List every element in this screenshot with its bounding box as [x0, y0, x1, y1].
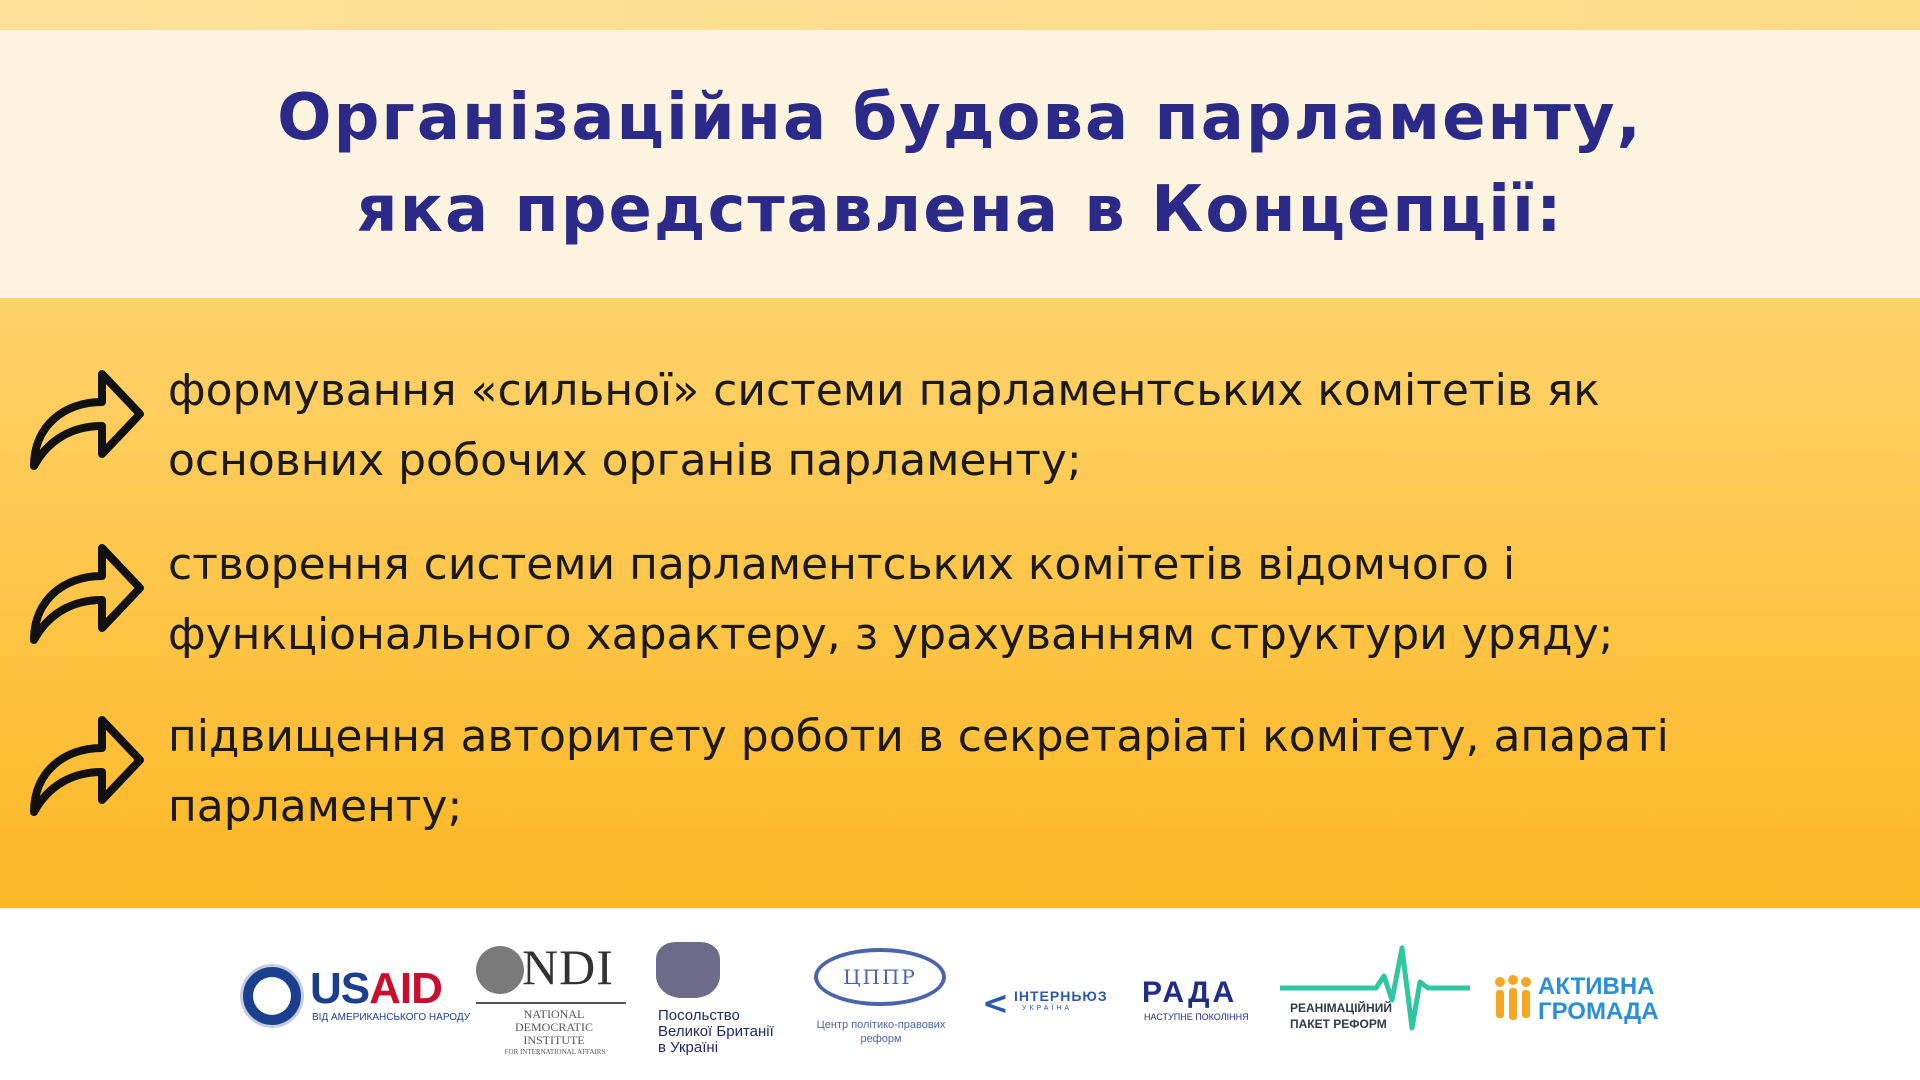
ndi-name-line: INSTITUTE	[523, 1033, 585, 1047]
content-band	[0, 298, 1920, 908]
title-line-1: Організаційна будова парламенту,	[277, 81, 1643, 155]
list-item-line: функціонального характеру, з урахуванням структури уряду;	[168, 609, 1614, 660]
list-item	[0, 472, 1920, 660]
list-item-line: підвищення авторитету роботи в секретаріаті комітету, апараті	[168, 711, 1669, 762]
usaid-us: US	[310, 964, 370, 1013]
list-item-text	[168, 702, 1888, 842]
active-community-logo	[1538, 974, 1659, 1024]
cppr-logo: ЦППР	[814, 948, 946, 1006]
list-item-line: парламенту;	[168, 781, 463, 832]
ndi-divider	[476, 1002, 626, 1004]
cppr-name-line: Центр політико-правових	[816, 1019, 946, 1031]
list-item	[0, 644, 1920, 832]
cppr-name	[806, 1018, 956, 1046]
uk-embassy-line: Посольство	[658, 1007, 740, 1024]
uk-embassy-line: Великої Британії	[658, 1023, 774, 1040]
title-band	[0, 30, 1920, 298]
ag-line: АКТИВНА	[1538, 973, 1655, 1000]
title-line-2: яка представлена в Концепції:	[356, 173, 1564, 247]
partner-logos-footer	[0, 908, 1920, 1080]
uk-embassy-logo	[658, 1008, 774, 1056]
curved-arrow-icon	[26, 708, 146, 818]
internews-logo: ІНТЕРНЬЮЗ	[1014, 988, 1108, 1004]
rpr-line: РЕАНІМАЦІЙНИЙ	[1290, 1001, 1392, 1015]
ag-line: ГРОМАДА	[1538, 998, 1659, 1025]
ndi-name-line: NATIONAL	[523, 1007, 585, 1021]
top-strip	[0, 0, 1920, 30]
ndi-name	[494, 1008, 614, 1047]
curved-arrow-icon	[26, 362, 146, 472]
rada-logo: РАДА	[1142, 976, 1238, 1009]
list-item-line: створення системи парламентських комітетів відомчого і	[168, 539, 1516, 590]
ndi-subtitle: FOR INTERNATIONAL AFFAIRS	[504, 1048, 606, 1056]
uk-embassy-line: в Україні	[658, 1039, 719, 1056]
rada-subtitle: НАСТУПНЕ ПОКОЛІННЯ	[1144, 1012, 1249, 1022]
ndi-globe-icon	[476, 946, 524, 994]
cppr-name-line: реформ	[860, 1033, 902, 1045]
usaid-tagline: ВІД АМЕРИКАНСЬКОГО НАРОДУ	[312, 1012, 471, 1023]
curved-arrow-icon	[26, 536, 146, 646]
ndi-logo: NDI	[522, 939, 614, 995]
rpr-logo	[1290, 1000, 1392, 1032]
active-community-icon	[1492, 974, 1534, 1022]
ndi-name-line: DEMOCRATIC	[514, 1020, 593, 1034]
list-item-line: формування «сильної» системи парламентських комітетів як	[168, 365, 1600, 416]
list-item	[0, 298, 1920, 486]
usaid-aid: AID	[369, 964, 442, 1013]
internews-chevron-icon: <	[982, 984, 1009, 1022]
internews-subtitle: УКРАЇНА	[1022, 1005, 1073, 1012]
rpr-line: ПАКЕТ РЕФОРМ	[1290, 1017, 1387, 1031]
uk-crest-icon	[656, 942, 720, 998]
usaid-logo	[310, 964, 442, 1014]
list-item-line: основних робочих органів парламенту;	[168, 435, 1082, 486]
usaid-seal-icon	[240, 964, 304, 1028]
